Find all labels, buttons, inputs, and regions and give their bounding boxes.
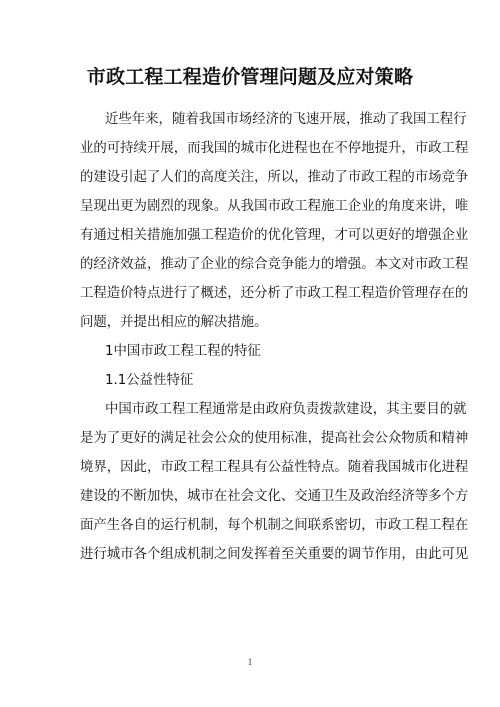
paragraph-2-line-3: 境界，因此，市政工程工程具有公益性特点。随着我国城市化进程 bbox=[80, 460, 469, 475]
paragraph-2-line-4: 建设的不断加快，城市在社会文化、交通卫生及政治经济等多个方 bbox=[80, 489, 469, 504]
paragraph-1-line-6: 的经济效益，推动了企业的综合竞争能力的增强。本文对市政工程 bbox=[80, 257, 469, 272]
paragraph-1-line-4: 呈现出更为剧烈的现象。从我国市政工程施工企业的角度来讲，唯 bbox=[80, 199, 469, 214]
section-heading-1: 1中国市政工程工程的特征 bbox=[105, 344, 261, 359]
paragraph-1-line-7: 工程造价特点进行了概述，还分析了市政工程工程造价管理存在的 bbox=[80, 286, 469, 301]
paragraph-1-line-8: 问题，并提出相应的解决措施。 bbox=[80, 315, 268, 330]
paragraph-1-line-5: 有通过相关措施加强工程造价的优化管理，才可以更好的增强企业 bbox=[80, 228, 469, 243]
section-heading-1-1: 1.1公益性特征 bbox=[105, 373, 194, 388]
paragraph-2-line-1: 中国市政工程工程通常是由政府负责拨款建设，其主要目的就 bbox=[105, 402, 467, 417]
paragraph-1-line-3: 的建设引起了人们的高度关注，所以，推动了市政工程的市场竞争 bbox=[80, 170, 469, 185]
paragraph-2-line-2: 是为了更好的满足社会公众的使用标准，提高社会公众物质和精神 bbox=[80, 431, 469, 446]
page-number: 1 bbox=[247, 657, 253, 667]
paragraph-2-line-6: 进行城市各个组成机制之间发挥着至关重要的调节作用，由此可见 bbox=[80, 547, 469, 562]
paragraph-1-line-2: 业的可持续开展，而我国的城市化进程也在不停地提升，市政工程 bbox=[80, 141, 469, 156]
paragraph-2-line-5: 面产生各自的运行机制，每个机制之间联系密切，市政工程工程在 bbox=[80, 518, 469, 533]
document-title: 市政工程工程造价管理问题及应对策略 bbox=[86, 66, 414, 88]
paragraph-1-line-1: 近些年来，随着我国市场经济的飞速开展，推动了我国工程行 bbox=[105, 112, 467, 127]
